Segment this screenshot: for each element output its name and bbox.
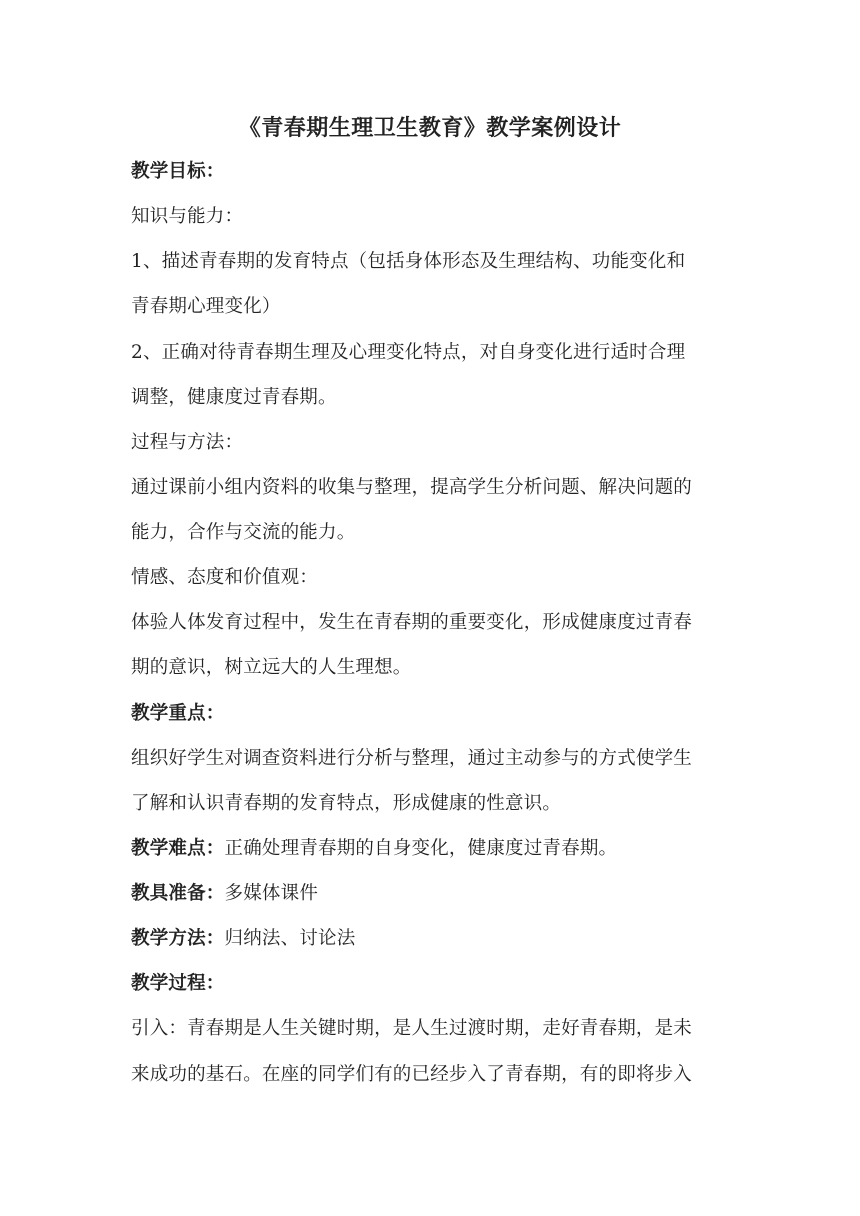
- text-line: [131, 880, 731, 908]
- line-text: 1、描述青春期的发育特点（包括身体形态及生理结构、功能变化和: [131, 251, 686, 272]
- text-line: [131, 519, 731, 547]
- line-text: 过程与方法：: [131, 432, 244, 453]
- line-text: 体验人体发育过程中，发生在青春期的重要变化，形成健康度过青春: [131, 612, 693, 633]
- line-text: 引入：青春期是人生关键时期，是人生过渡时期，走好青春期，是未: [131, 1018, 693, 1039]
- line-text: 归纳法、讨论法: [224, 928, 356, 949]
- text-line: [131, 835, 731, 863]
- line-text: 来成功的基石。在座的同学们有的已经步入了青春期，有的即将步入: [131, 1064, 693, 1085]
- text-line: [131, 700, 731, 728]
- line-text: 了解和认识青春期的发育特点，形成健康的性意识。: [131, 793, 562, 814]
- line-text: 情感、态度和价值观：: [131, 567, 319, 588]
- line-text: 知识与能力：: [131, 206, 244, 227]
- text-line: [131, 564, 731, 592]
- line-text: 多媒体课件: [224, 883, 319, 904]
- line-text: 组织好学生对调查资料进行分析与整理，通过主动参与的方式使学生: [131, 748, 693, 769]
- text-line: [131, 970, 731, 998]
- line-text: 能力，合作与交流的能力。: [131, 522, 356, 543]
- text-line: [131, 339, 731, 367]
- text-line: [131, 429, 731, 457]
- text-line: [131, 654, 731, 682]
- text-line: [131, 474, 731, 502]
- text-line: [131, 384, 731, 412]
- line-label: 教学重点：: [131, 703, 225, 724]
- line-text: 通过课前小组内资料的收集与整理，提高学生分析问题、解决问题的: [131, 477, 693, 498]
- line-label: 教学难点：: [131, 838, 225, 859]
- text-line: [131, 1015, 731, 1043]
- line-label: 教具准备：: [131, 883, 225, 904]
- text-line: [131, 203, 731, 231]
- line-text: 2、正确对待青春期生理及心理变化特点，对自身变化进行适时合理: [131, 342, 686, 363]
- text-line: [131, 248, 731, 276]
- text-line: [131, 1061, 731, 1089]
- line-text: 青春期心理变化）: [131, 296, 281, 317]
- document-title: 《青春期生理卫生教育》教学案例设计: [238, 115, 622, 141]
- text-line: [131, 790, 731, 818]
- line-text: 期的意识，树立远大的人生理想。: [131, 657, 412, 678]
- text-line: [131, 293, 731, 321]
- line-label: 教学目标：: [131, 161, 225, 182]
- text-line: [131, 158, 731, 186]
- line-text: 调整，健康度过青春期。: [131, 387, 337, 408]
- line-label: 教学方法：: [131, 928, 225, 949]
- line-text: 正确处理青春期的自身变化，健康度过青春期。: [224, 838, 618, 859]
- text-line: [131, 609, 731, 637]
- text-line: [131, 745, 731, 773]
- text-line: [131, 925, 731, 953]
- line-label: 教学过程：: [131, 973, 225, 994]
